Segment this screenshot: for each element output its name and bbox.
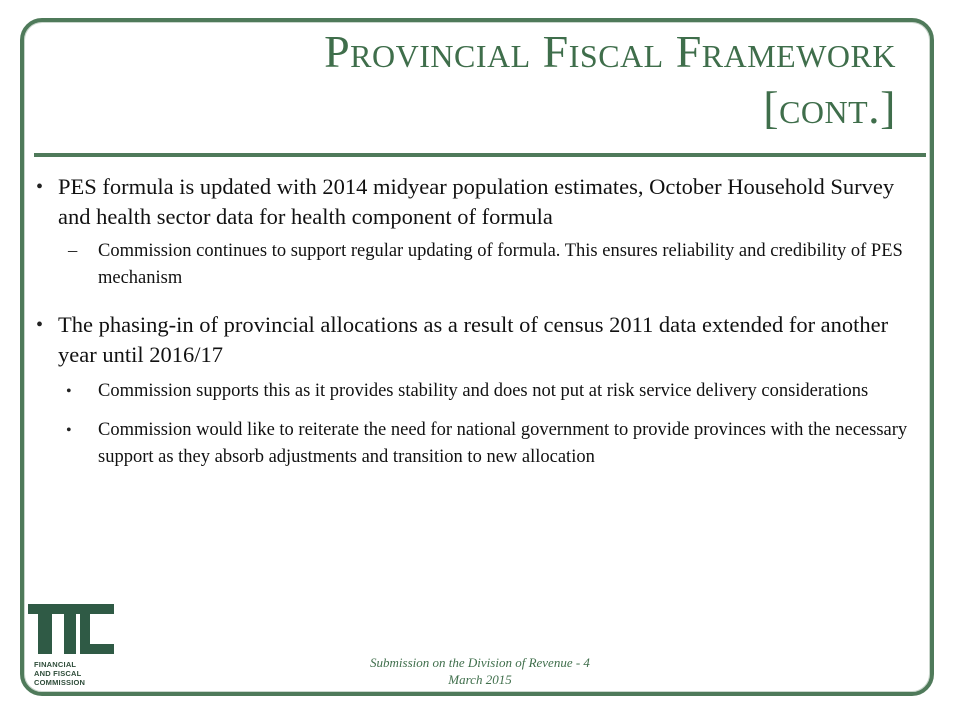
sub-bullet-item [36, 417, 916, 471]
logo-text: FINANCIAL AND FISCAL COMMISSION [34, 660, 86, 687]
title-line-2: [cont.] [763, 82, 896, 133]
bullet-item [36, 310, 916, 370]
bullet-icon: • [66, 422, 72, 439]
slide-content [36, 172, 916, 483]
bullet-icon: • [36, 176, 44, 198]
slide-footer [330, 654, 630, 688]
sub-bullet-text: Commission would like to reiterate the need for national government to provide provinces with the necessary support as they absorb adjustments and transition to new allocation [98, 420, 908, 467]
sub-bullet-item [36, 378, 916, 405]
bullet-icon: • [36, 314, 44, 336]
slide-title [324, 24, 896, 136]
bullet-item [36, 172, 916, 232]
title-divider [34, 153, 926, 157]
sub-bullet-text: Commission supports this as it provides stability and does not put at risk service delivery considerations [98, 381, 869, 401]
sub-bullet-item [36, 238, 916, 292]
bullet-text: The phasing-in of provincial allocations as a result of census 2011 data extended for another year until 2016/17 [58, 312, 889, 367]
sub-bullet-text: Commission continues to support regular updating of formula. This ensures reliability and credibility of PES mechanism [98, 241, 903, 288]
bullet-icon: • [66, 383, 72, 400]
footer-line-1: Submission on the Division of Revenue - 4 [370, 655, 590, 670]
footer-line-2: March 2015 [448, 672, 512, 687]
bullet-text: PES formula is updated with 2014 midyear population estimates, October Household Survey and health sector data for health component of formula [58, 174, 895, 229]
title-line-1: Provincial Fiscal Framework [324, 26, 896, 77]
dash-icon: – [68, 241, 78, 261]
